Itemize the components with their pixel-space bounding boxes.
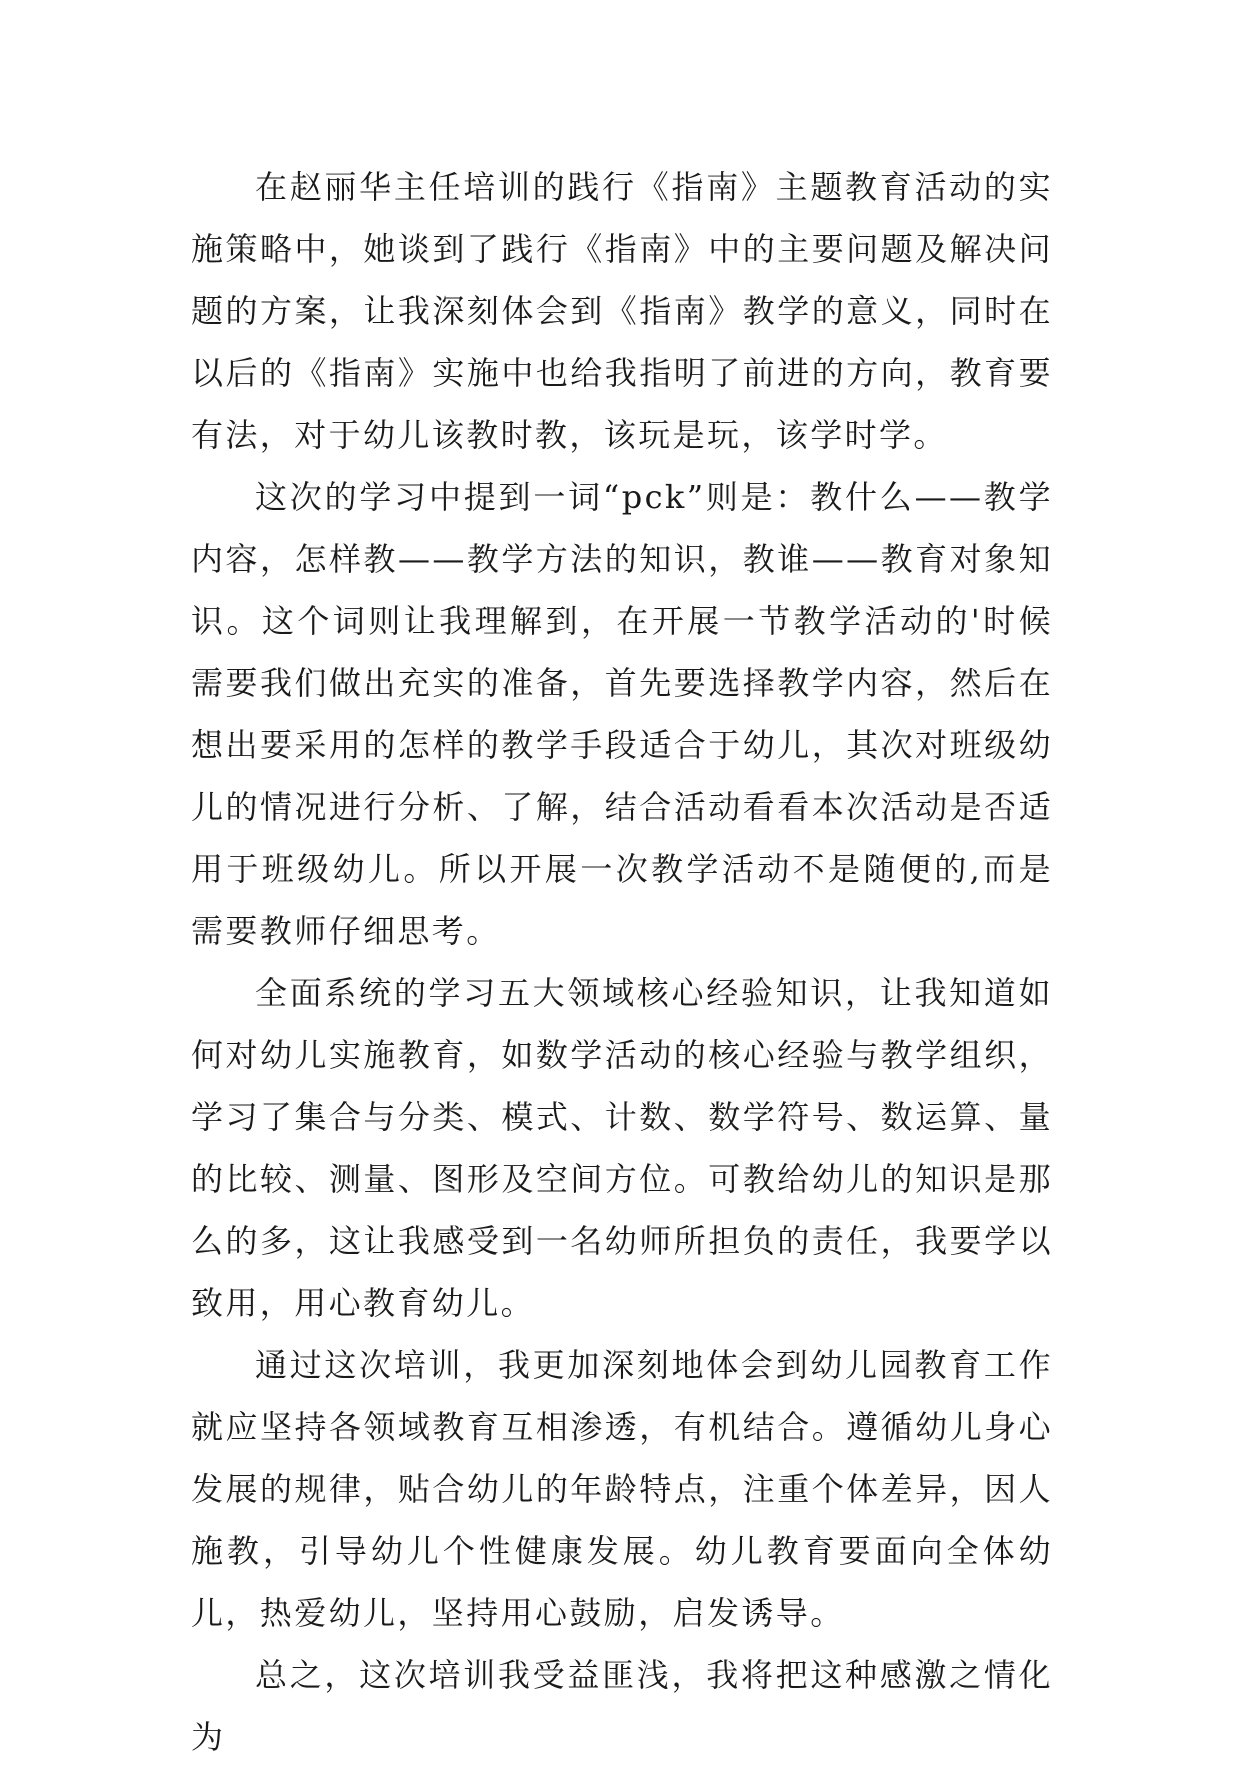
paragraph-3: 全面系统的学习五大领域核心经验知识，让我知道如何对幼儿实施教育，如数学活动的核心经验与教学组织，学习了集合与分类、模式、计数、数学符号、数运算、量的比较、测量、图形及空间方位。可教给幼儿的知识是那么的多，这让我感受到一名幼师所担负的责任，我要学以致用，用心教育幼儿。 [191,974,1053,1322]
paragraph-4: 通过这次培训，我更加深刻地体会到幼儿园教育工作就应坚持各领域教育互相渗透，有机结合。遵循幼儿身心发展的规律，贴合幼儿的年龄特点，注重个体差异，因人施教，引导幼儿个性健康发展。幼儿教育要面向全体幼儿，热爱幼儿，坚持用心鼓励，启发诱导。 [191,1346,1053,1632]
paragraph-5: 总之，这次培训我受益匪浅，我将把这种感激之情化为 [191,1656,1053,1756]
paragraph-2: 这次的学习中提到一词“pck”则是：教什么——教学内容，怎样教——教学方法的知识，教谁——教育对象知识。这个词则让我理解到，在开展一节教学活动的'时候需要我们做出充实的准备，首先要选择教学内容，然后在想出要采用的怎样的教学手段适合于幼儿，其次对班级幼儿的情况进行分析、了解，结合活动看看本次活动是否适用于班级幼儿。所以开展一次教学活动不是随便的,而是需要教师仔细思考。 [191,478,1053,950]
document-page [191,156,1053,1768]
paragraph-1: 在赵丽华主任培训的践行《指南》主题教育活动的实施策略中，她谈到了践行《指南》中的主要问题及解决问题的方案，让我深刻体会到《指南》教学的意义，同时在以后的《指南》实施中也给我指明了前进的方向，教育要有法，对于幼儿该教时教，该玩是玩，该学时学。 [191,168,1053,454]
